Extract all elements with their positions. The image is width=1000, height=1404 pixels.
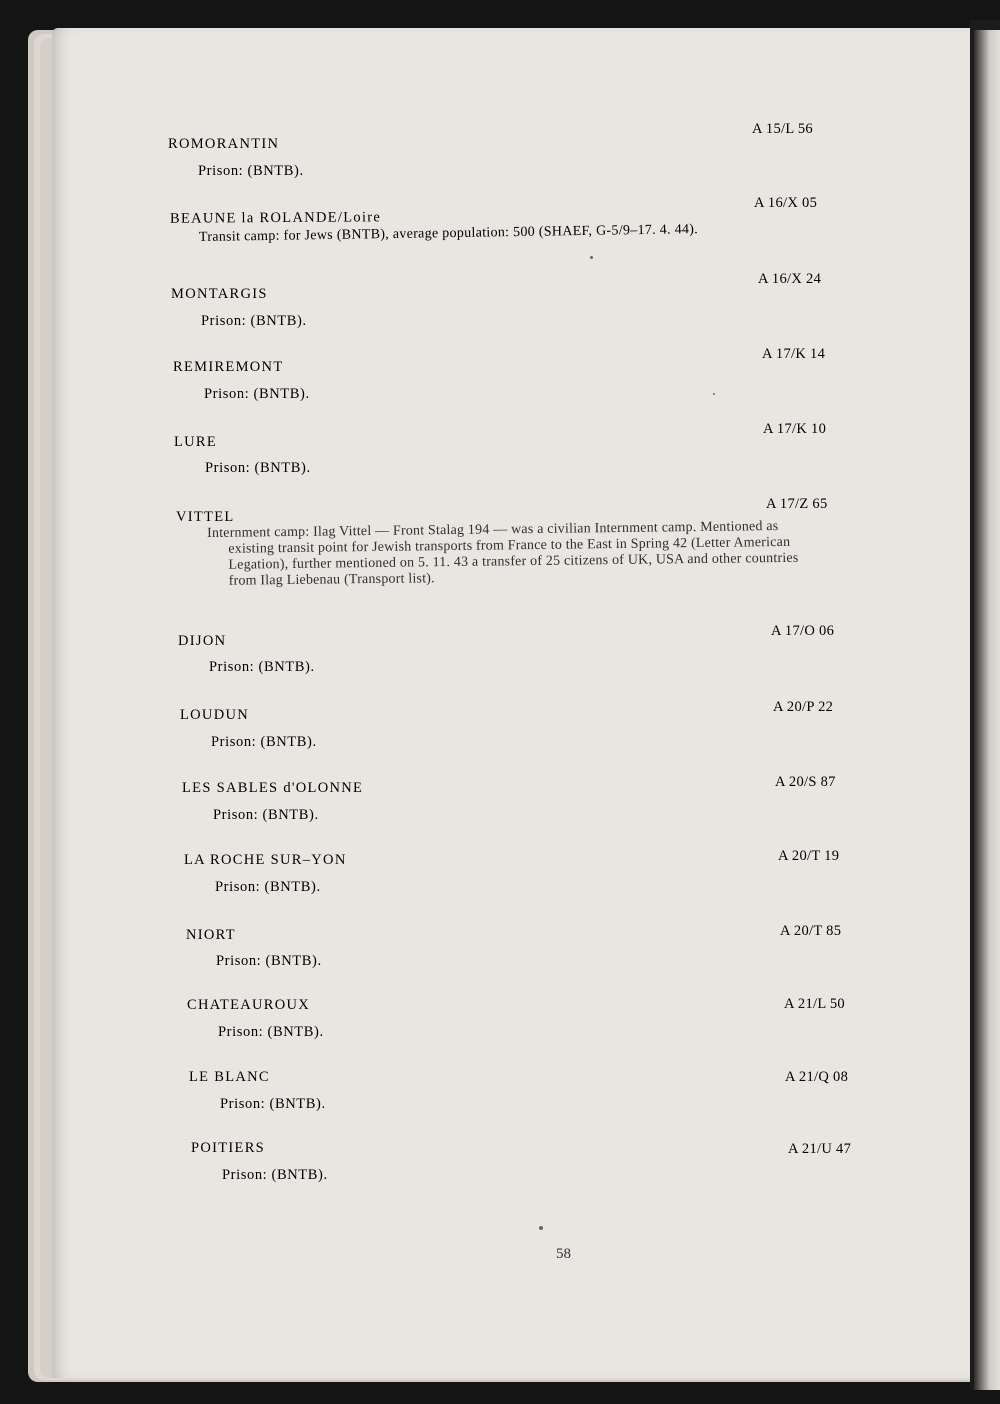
place-description: Prison: (BNTB). [211,734,317,750]
reference-code: A 16/X 05 [754,195,818,211]
reference-code: A 20/T 85 [780,923,842,939]
place-name: NIORT [186,927,236,943]
place-name: POITIERS [191,1140,266,1156]
place-name: DIJON [178,633,227,649]
place-name: REMIREMONT [173,359,284,375]
place-description: Prison: (BNTB). [216,953,322,969]
place-name: MONTARGIS [171,286,268,302]
reference-code: A 15/L 56 [752,121,813,137]
place-description: Prison: (BNTB). [205,460,311,476]
place-name: LOUDUN [180,707,250,723]
place-description: Prison: (BNTB). [215,879,321,895]
place-name: BEAUNE la ROLANDE/Loire [169,209,382,227]
reference-code: A 16/X 24 [758,271,822,287]
description-line: Legation), further mentioned on 5. 11. 43 a transfer of 25 citizens of UK, USA and other countries [228,550,799,573]
reference-code: A 17/Z 65 [766,496,828,512]
place-name: LES SABLES d'OLONNE [182,780,364,796]
place-name: CHATEAUROUX [187,997,311,1013]
reference-code: A 17/K 10 [763,421,827,437]
reference-code: A 20/P 22 [773,699,834,715]
place-name: LURE [174,434,218,450]
place-description: Prison: (BNTB). [198,163,304,179]
paper-speck [590,256,593,259]
place-description: Prison: (BNTB). [222,1167,328,1183]
page-number: 58 [556,1246,571,1262]
reference-code: A 21/L 50 [784,996,845,1012]
place-name: VITTEL [176,509,235,525]
reference-code: A 21/Q 08 [785,1069,849,1085]
paper-speck [713,393,715,395]
place-description: Prison: (BNTB). [209,659,315,675]
place-description: Prison: (BNTB). [213,807,319,823]
place-description-paragraph [207,517,928,590]
place-description: Prison: (BNTB). [204,386,310,402]
reference-code: A 20/T 19 [778,848,840,864]
place-name: ROMORANTIN [168,136,280,152]
place-name: LE BLANC [189,1069,270,1085]
reference-code: A 17/O 06 [771,623,835,639]
place-description: Prison: (BNTB). [201,313,307,329]
place-name: LA ROCHE SUR–YON [184,852,347,868]
paper-speck [539,1226,543,1230]
reference-code: A 21/U 47 [788,1141,852,1157]
reference-code: A 17/K 14 [762,346,826,362]
description-line: existing transit point for Jewish transports from France to the East in Spring 42 (Letter American [228,534,791,557]
description-line: Internment camp: Ilag Vittel — Front Stalag 194 — was a civilian Internment camp. Mentioned as [207,519,779,541]
facing-page-edge [974,30,1000,1390]
description-line: from Ilag Liebenau (Transport list). [228,571,435,589]
place-description: Transit camp: for Jews (BNTB), average population: 500 (SHAEF, G-5/9–17. 4. 44). [198,222,699,245]
reference-code: A 20/S 87 [775,774,836,790]
place-description: Prison: (BNTB). [220,1096,326,1112]
place-description: Prison: (BNTB). [218,1024,324,1040]
